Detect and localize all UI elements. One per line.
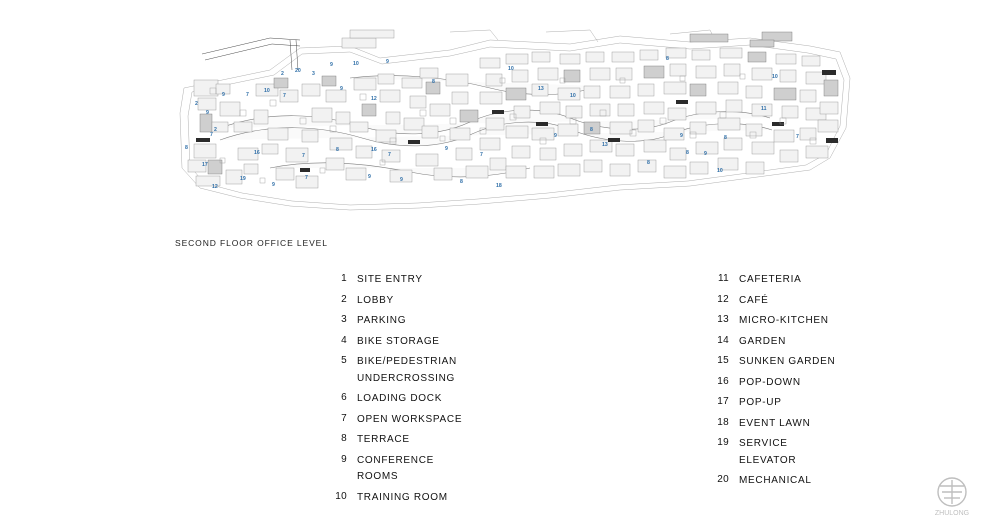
plan-number-marker: 9 [368,174,371,180]
legend-label: SITE ENTRY [357,274,423,285]
plan-number-marker: 9 [554,133,557,139]
plan-number-marker: 8 [590,127,593,133]
legend-item [707,436,845,469]
plan-number-marker: 8 [185,145,188,151]
legend-item [707,395,845,412]
legend-number: 20 [717,474,730,485]
plan-number-marker: 8 [724,135,727,141]
plan-number-marker: 10 [570,93,576,99]
legend-number: 18 [717,416,730,428]
plan-number-marker: 16 [254,150,260,156]
legend-label: OPEN WORKSPACE [357,413,463,425]
plan-number-marker: 9 [340,86,343,92]
legend-item [707,313,845,330]
plan-number-marker: 8 [647,160,650,166]
legend-number: 15 [717,355,730,366]
plan-number-marker: 9 [222,92,225,98]
plan-number-marker: 2 [281,71,284,77]
legend-item [325,412,475,429]
legend-number: 14 [717,334,730,346]
legend-number: 11 [718,273,730,284]
plan-number-marker: 9 [206,110,209,116]
plan-number-marker: 7 [796,134,799,140]
legend-label: CAFETERIA [739,274,802,285]
legend-item [707,375,845,392]
legend-number: 9 [341,453,347,465]
legend-item [707,334,845,351]
plan-number-marker: 2 [195,101,198,107]
legend-label: LOBBY [357,294,394,306]
legend-item [325,334,475,351]
plan-number-marker: 9 [704,151,707,157]
plan-number-marker: 9 [400,177,403,183]
legend-number: 3 [341,314,347,325]
legend-column-left [325,272,475,510]
plan-number-marker: 9 [445,146,448,152]
plan-number-marker: 11 [761,106,767,112]
plan-number-marker: 9 [272,182,275,188]
legend-number: 6 [341,392,347,403]
plan-number-marker: 13 [538,86,544,92]
legend-number: 17 [717,396,730,407]
plan-number-marker: 7 [283,93,286,99]
plan-number-marker: 8 [686,150,689,156]
legend-label: CONFERENCE ROOMS [357,454,435,482]
legend-label: TRAINING ROOM [357,491,448,503]
legend-label [357,354,457,387]
legend-number: 7 [341,412,347,424]
plan-number-marker: 8 [460,179,463,185]
legend-item [707,272,845,289]
legend-column-right [707,272,845,510]
plan-number-marker: 7 [302,153,305,159]
zhulong-watermark-icon [920,472,984,518]
plan-number-marker: 13 [602,142,608,148]
legend-label: MECHANICAL [739,475,812,486]
plan-number-marker: 9 [386,59,389,65]
legend-label-line1: BIKE/PEDESTRIAN [357,356,457,367]
legend-item [325,391,475,408]
plan-number-marker: 18 [496,183,502,189]
legend-label: PARKING [357,315,407,326]
legend-item [325,313,475,330]
floor-plan-drawing [150,18,870,228]
plan-number-marker: 16 [371,147,377,153]
floor-plan-svg [150,18,870,228]
legend-label: TERRACE [357,434,410,445]
legend-label: LOADING DOCK [357,393,443,404]
plan-number-marker: 17 [202,162,208,168]
plan-number-marker: 19 [240,176,246,182]
legend-item [325,432,475,449]
legend-number: 8 [341,433,347,444]
legend-label-line2: UNDERCROSSING [357,372,455,384]
plan-number-marker: 2 [214,127,217,133]
legend-item [325,453,475,486]
plan-caption: SECOND FLOOR OFFICE LEVEL [175,238,328,248]
plan-number-marker: 10 [717,168,723,174]
legend-label: POP-UP [739,397,782,408]
legend-label: BIKE STORAGE [357,335,440,347]
legend-item [707,293,845,310]
legend-item [325,490,475,507]
legend-item [707,416,845,433]
legend-number: 4 [341,334,347,346]
plan-number-marker: 3 [312,71,315,77]
legend-number: 12 [717,293,730,305]
legend-label: CAFÉ [739,294,769,306]
plan-number-marker: 10 [264,88,270,94]
plan-number-marker: 9 [330,62,333,68]
legend-label: GARDEN [739,335,787,347]
plan-number-marker: 8 [666,56,669,62]
legend [325,272,845,510]
plan-number-marker: 20 [295,68,301,74]
legend-item [707,473,845,490]
plan-number-marker: 12 [371,96,377,102]
legend-item [325,354,475,387]
legend-label: SERVICE ELEVATOR [739,438,797,466]
plan-number-marker: 10 [508,66,514,72]
plan-number-marker: 8 [432,79,435,85]
legend-number: 16 [717,375,730,387]
plan-number-marker: 12 [212,184,218,190]
legend-label: EVENT LAWN [739,417,811,429]
legend-number: 19 [717,437,730,448]
plan-number-marker: 7 [246,92,249,98]
plan-number-marker: 7 [388,152,391,158]
legend-number: 10 [335,490,347,502]
plan-number-marker: 8 [336,147,339,153]
legend-number: 2 [341,293,347,305]
plan-number-marker: 7 [210,132,213,138]
legend-item [325,293,475,310]
legend-number: 13 [717,314,730,325]
plan-number-marker: 7 [305,175,308,181]
legend-item [707,354,845,371]
legend-number: 5 [341,355,347,366]
legend-label: SUNKEN GARDEN [739,356,836,367]
legend-item [325,272,475,289]
legend-label: MICRO-KITCHEN [739,315,829,326]
plan-number-marker: 9 [680,133,683,139]
legend-label: POP-DOWN [739,376,801,388]
plan-number-marker: 10 [772,74,778,80]
plan-number-marker: 7 [480,152,483,158]
svg-text:ZHULONG: ZHULONG [934,510,970,517]
plan-number-marker: 10 [353,61,359,67]
legend-number: 1 [341,273,347,284]
